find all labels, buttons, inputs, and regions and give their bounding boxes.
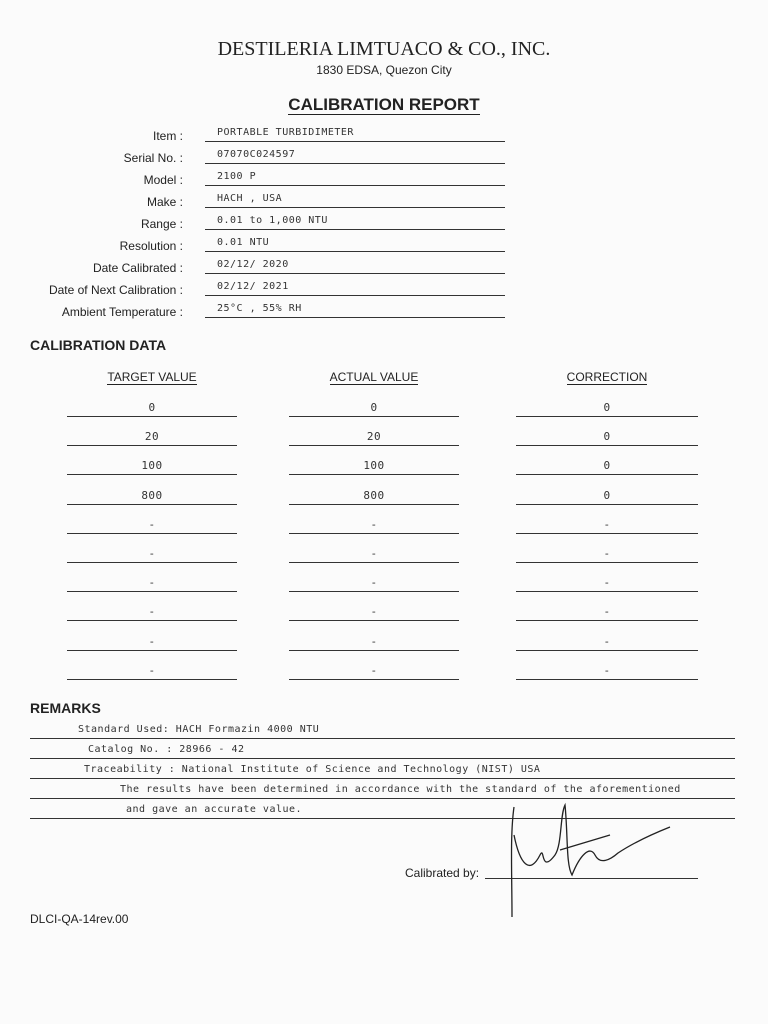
table-cell [289, 511, 459, 534]
cell-value: - [370, 576, 378, 590]
cell-value: 20 [144, 430, 160, 444]
cell-value: - [148, 663, 156, 677]
remark-text: Traceability : National Institute of Science and Technology (NIST) USA [84, 764, 541, 775]
report-title-text: CALIBRATION REPORT [288, 95, 480, 114]
field-value: HACH , USA [217, 193, 283, 204]
table-cell [516, 540, 698, 563]
table-cell [516, 394, 698, 417]
table-cell [67, 482, 237, 505]
signature-icon [500, 795, 680, 925]
table-cell [289, 482, 459, 505]
cell-value: - [148, 517, 156, 531]
cell-value: - [370, 547, 378, 560]
field-value-line [205, 277, 505, 296]
cell-value: - [370, 663, 378, 677]
remark-text: and gave an accurate value. [126, 804, 303, 815]
column-header [67, 370, 237, 384]
cell-value: 100 [141, 459, 163, 473]
table-cell [516, 482, 698, 505]
field-value: 25°C , 55% RH [217, 303, 302, 314]
cell-value: - [603, 663, 611, 677]
table-cell [516, 511, 698, 534]
field-value-line [205, 299, 505, 318]
table-cell [67, 540, 237, 563]
field-value: 0.01 NTU [217, 237, 270, 248]
cell-value: - [603, 576, 611, 590]
field-label: Range : [140, 217, 183, 231]
column-header [516, 370, 698, 384]
field-value-line [205, 211, 505, 230]
calibrated-by-label: Calibrated by: [405, 866, 480, 880]
field-value: 02/12/ 2020 [217, 259, 289, 270]
remark-text: The results have been determined in accordance with the standard of the aforementioned [120, 784, 681, 795]
field-value-line [205, 123, 505, 142]
field-value-line [205, 233, 505, 252]
form-code: DLCI-QA-14rev.00 [30, 912, 129, 926]
cell-value: - [603, 634, 611, 648]
field-value: 07070C024597 [217, 149, 296, 160]
remarks-heading: REMARKS [30, 700, 101, 716]
field-label: Date Calibrated : [92, 261, 183, 275]
cell-value: - [370, 605, 378, 619]
field-label: Resolution : [119, 239, 183, 253]
cell-value: - [148, 547, 156, 560]
cell-value: - [603, 517, 611, 531]
table-cell [516, 657, 698, 680]
table-cell [289, 598, 459, 621]
table-cell [516, 423, 698, 446]
cell-value: - [370, 517, 378, 531]
table-cell [67, 452, 237, 475]
field-value: PORTABLE TURBIDIMETER [217, 127, 354, 138]
table-cell [289, 423, 459, 446]
cell-value: 0 [603, 459, 611, 473]
company-name: DESTILERIA LIMTUACO & CO., INC. [217, 38, 551, 60]
table-cell [289, 569, 459, 592]
cell-value: 800 [363, 488, 385, 502]
table-cell [67, 657, 237, 680]
cell-value: - [148, 576, 156, 590]
calibration-data-heading: CALIBRATION DATA [30, 337, 167, 353]
field-value-line [205, 145, 505, 164]
remark-line [30, 760, 735, 779]
column-header-text: ACTUAL VALUE [329, 370, 419, 384]
table-cell [67, 598, 237, 621]
field-label: Make : [146, 195, 183, 209]
cell-value: 0 [603, 430, 611, 444]
cell-value: 0 [148, 401, 156, 414]
field-label: Item : [152, 129, 183, 143]
table-cell [67, 511, 237, 534]
column-header [289, 370, 459, 384]
field-value-line [205, 255, 505, 274]
cell-value: 0 [370, 401, 378, 414]
table-cell [67, 423, 237, 446]
remark-line [30, 740, 735, 759]
cell-value: 800 [141, 488, 163, 502]
table-cell [516, 598, 698, 621]
table-cell [516, 452, 698, 475]
column-header-text: CORRECTION [566, 370, 648, 384]
cell-value: 0 [603, 488, 611, 502]
remark-line [30, 720, 735, 739]
field-value: 02/12/ 2021 [217, 281, 289, 292]
remark-text: Standard Used: HACH Formazin 4000 NTU [78, 724, 320, 735]
field-label: Date of Next Calibration : [48, 283, 183, 297]
cell-value: 0 [603, 401, 611, 414]
table-cell [289, 452, 459, 475]
field-label: Ambient Temperature : [61, 305, 183, 319]
report-title [0, 95, 768, 115]
cell-value: - [148, 634, 156, 648]
table-cell [516, 569, 698, 592]
company-address: 1830 EDSA, Quezon City [316, 63, 452, 77]
field-label: Serial No. : [123, 151, 183, 165]
cell-value: 100 [363, 459, 385, 473]
remark-text: Catalog No. : 28966 - 42 [88, 744, 245, 755]
table-cell [67, 569, 237, 592]
table-cell [289, 540, 459, 563]
table-cell [516, 628, 698, 651]
cell-value: 20 [366, 430, 382, 444]
field-value-line [205, 167, 505, 186]
table-cell [67, 628, 237, 651]
field-value: 2100 P [217, 171, 257, 182]
cell-value: - [603, 547, 611, 560]
field-value-line [205, 189, 505, 208]
table-cell [67, 394, 237, 417]
table-cell [289, 657, 459, 680]
table-cell [289, 628, 459, 651]
table-cell [289, 394, 459, 417]
cell-value: - [603, 605, 611, 619]
cell-value: - [148, 605, 156, 619]
cell-value: - [370, 634, 378, 648]
field-label: Model : [143, 173, 183, 187]
field-value: 0.01 to 1,000 NTU [217, 215, 328, 226]
column-header-text: TARGET VALUE [107, 370, 197, 384]
